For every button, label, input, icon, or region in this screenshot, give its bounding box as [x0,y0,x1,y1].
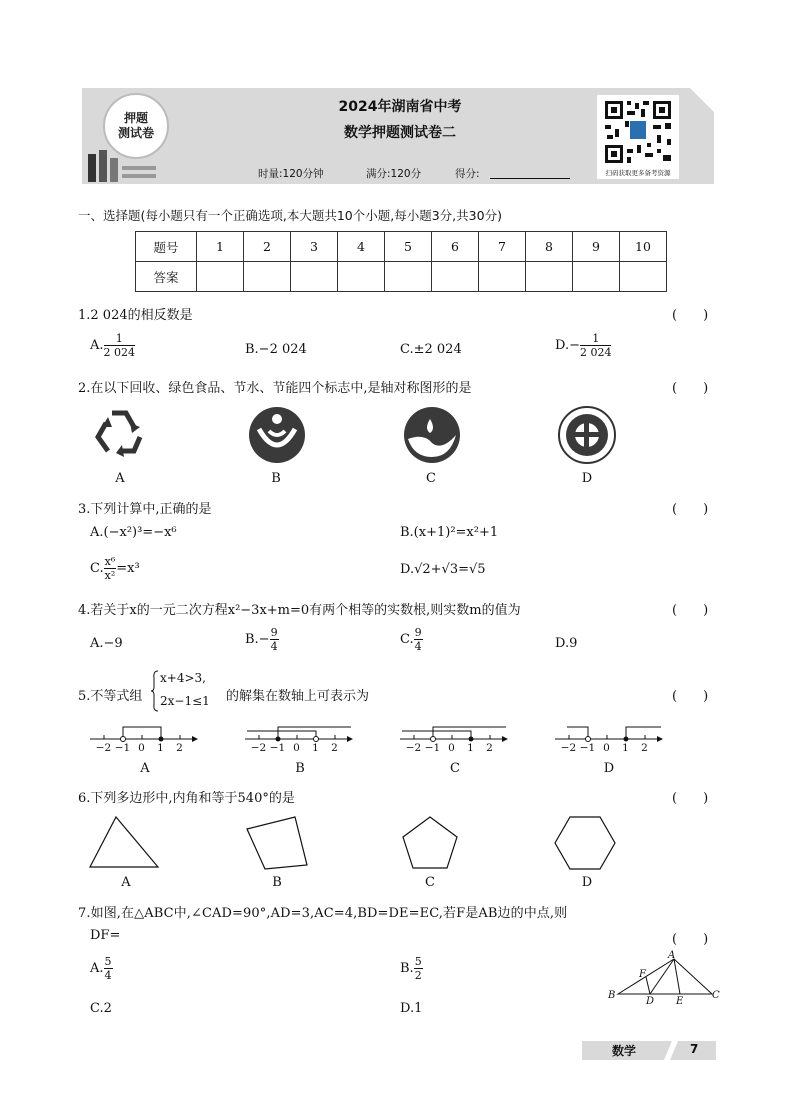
option-rest: =x³ [116,561,140,576]
q6-label-b[interactable]: B [272,875,282,890]
q1-option-d[interactable] [555,332,611,359]
fig-label-e: E [676,996,684,1006]
option-letter: D.− [555,338,580,353]
table-cell: 4 [338,232,385,262]
hexagon-shape [553,815,617,871]
answer-paren: ( ) [672,932,709,947]
denominator: x² [104,569,116,582]
fig-label-f: F [639,969,646,980]
table-cell: 7 [479,232,526,262]
q5-label-d[interactable]: D [603,761,615,776]
energy-saving-icon [557,405,617,465]
q6-label-c[interactable]: C [425,875,435,890]
q5-label-b[interactable]: B [295,761,305,776]
q6-label-d[interactable]: D [581,875,593,890]
answer-table [135,231,667,292]
q3-option-a[interactable]: A.(−x²)³=−x⁶ [90,525,177,540]
table-cell: 9 [573,232,620,262]
pentagon-shape [400,815,460,871]
table-cell: 10 [620,232,667,262]
triangle-shape [88,815,160,871]
q3-option-d[interactable]: D.√2+√3=√5 [400,562,486,577]
tick-label: 1 [622,742,629,754]
got-score-label: 得分: [455,168,480,180]
q5-label-a[interactable]: A [140,761,150,776]
ticks-d [555,742,654,754]
fraction [580,332,612,359]
option-letter: B.− [245,632,270,647]
tick-label: 0 [603,742,610,754]
numerator: 5 [414,955,422,968]
footer-subject: 数学 [612,1044,637,1058]
tick-label: 2 [641,742,648,754]
header-corner [690,88,714,112]
question-2-stem: 2.在以下回收、绿色食品、节水、节能四个标志中,是轴对称图形的是 [78,381,472,396]
option-letter: A. [90,338,104,353]
q7-option-b[interactable] [400,955,423,982]
answer-paren: ( ) [672,308,709,323]
tick-label: −2 [405,742,422,754]
q3-option-b[interactable]: B.(x+1)²=x²+1 [400,525,499,540]
answer-paren: ( ) [672,791,709,806]
q5-label-c[interactable]: C [450,761,460,776]
q3-option-c[interactable] [90,555,140,582]
question-3-stem: 3.下列计算中,正确的是 [78,502,212,517]
tick-label: 2 [486,742,493,754]
exam-subtitle: 数学押题测试卷二 [344,125,456,141]
q4-option-d[interactable]: D.9 [555,636,578,651]
fraction [104,555,117,582]
answer-cell[interactable] [244,262,291,292]
ticks-a [90,742,189,754]
option-letter: C. [90,561,104,576]
answer-cell[interactable] [197,262,244,292]
exam-badge [103,93,169,159]
q7-option-c[interactable]: C.2 [90,1001,112,1016]
numerator: 1 [104,332,136,346]
brace-symbol [151,670,159,712]
score-label: 满分:120分 [366,168,422,180]
badge-line2: 测试卷 [117,126,154,140]
numerator: 9 [414,626,422,639]
inequality-2: 2x−1≤1 [160,694,210,708]
row-label-answer: 答案 [136,262,197,292]
option-letter: B. [400,961,414,976]
tick-label: 0 [138,742,145,754]
tick-label: −2 [250,742,267,754]
table-cell: 5 [385,232,432,262]
q4-option-a[interactable]: A.−9 [90,636,123,651]
badge-line1: 押题 [123,111,148,125]
numerator: 5 [104,955,112,968]
question-1-stem: 1.2 024的相反数是 [78,308,193,323]
answer-cell[interactable] [291,262,338,292]
table-row [136,232,667,262]
q6-label-a[interactable]: A [121,875,131,890]
numerator: 1 [580,332,612,346]
recycle-icon [90,405,150,463]
answer-paren: ( ) [672,381,709,396]
fraction [104,955,113,982]
tick-label: 1 [312,742,319,754]
q7-option-d[interactable]: D.1 [400,1001,423,1016]
tick-label: −2 [560,742,577,754]
answer-cell[interactable] [432,262,479,292]
tick-label: −1 [114,742,131,754]
q4-option-c[interactable] [400,626,423,653]
fig-label-d: D [646,996,655,1006]
table-row [136,262,667,292]
tick-label: 2 [176,742,183,754]
quadrilateral-shape [245,815,309,871]
answer-cell[interactable] [526,262,573,292]
table-cell: 2 [244,232,291,262]
fraction [270,626,279,653]
question-5-suffix: 的解集在数轴上可表示为 [226,689,370,704]
answer-cell[interactable] [338,262,385,292]
answer-paren: ( ) [672,502,709,517]
q4-option-b[interactable] [245,626,279,653]
q7-option-a[interactable] [90,955,113,982]
green-food-icon [247,405,307,465]
denominator: 2 024 [579,346,612,359]
row-label-number: 题号 [136,232,197,262]
fig-label-c: C [712,990,720,1001]
ticks-b [245,742,344,754]
denominator: 4 [104,969,112,982]
fig-label-a: A [668,950,676,961]
answer-cell[interactable] [620,262,667,292]
denominator: 2 024 [103,346,136,359]
tick-label: 1 [467,742,474,754]
tick-label: −1 [579,742,596,754]
fig-label-b: B [608,990,616,1001]
question-7-stem-2: DF= [90,928,121,943]
q1-option-a[interactable] [90,332,135,359]
denominator: 4 [270,640,278,653]
exam-title: 2024年湖南省中考 [338,99,462,115]
page-number: 7 [690,1042,699,1056]
question-6-stem: 6.下列多边形中,内角和等于540°的是 [78,791,295,806]
triangle-figure [606,950,722,1006]
qr-caption: 扫码获取更多备考资源 [605,169,671,177]
q2-label-b[interactable]: B [271,471,281,486]
option-letter: A. [90,961,104,976]
q2-label-d[interactable]: D [581,471,593,486]
table-cell: 1 [197,232,244,262]
answer-cell[interactable] [385,262,432,292]
tick-label: −1 [424,742,441,754]
time-label: 时量:120分钟 [258,168,324,180]
qr-code[interactable] [597,95,679,179]
section-heading: 一、选择题(每小题只有一个正确选项,本大题共10个小题,每小题3分,共30分) [78,208,502,223]
option-letter: C. [400,632,414,647]
answer-paren: ( ) [672,689,709,704]
table-cell: 8 [526,232,573,262]
question-4-stem: 4.若关于x的一元二次方程x²−3x+m=0有两个相等的实数根,则实数m的值为 [78,603,521,618]
fraction [414,626,423,653]
tick-label: 1 [157,742,164,754]
table-cell: 6 [432,232,479,262]
q1-option-c[interactable]: C.±2 024 [400,342,462,357]
denominator: 2 [414,969,422,982]
tick-label: 0 [293,742,300,754]
numerator: 9 [270,626,278,639]
answer-cell[interactable] [479,262,526,292]
question-7-stem: 7.如图,在△ABC中,∠CAD=90°,AD=3,AC=4,BD=DE=EC,若F是AB边的中点,则 [78,906,568,921]
tick-label: 0 [448,742,455,754]
tick-label: −2 [95,742,112,754]
tick-label: 2 [331,742,338,754]
denominator: 4 [414,640,422,653]
question-5-prefix: 5.不等式组 [78,689,143,704]
numerator: x⁶ [104,555,116,568]
tick-label: −1 [269,742,286,754]
water-saving-icon [402,405,462,465]
answer-paren: ( ) [672,603,709,618]
q2-label-a[interactable]: A [115,471,125,486]
ticks-c [400,742,499,754]
fraction [414,955,423,982]
q1-option-b[interactable]: B.−2 024 [245,342,307,357]
score-blank [490,178,570,179]
inequality-1: x+4>3, [160,671,206,685]
q2-label-c[interactable]: C [426,471,436,486]
fraction [104,332,136,359]
footer-divider [664,1041,684,1060]
table-cell: 3 [291,232,338,262]
answer-cell[interactable] [573,262,620,292]
